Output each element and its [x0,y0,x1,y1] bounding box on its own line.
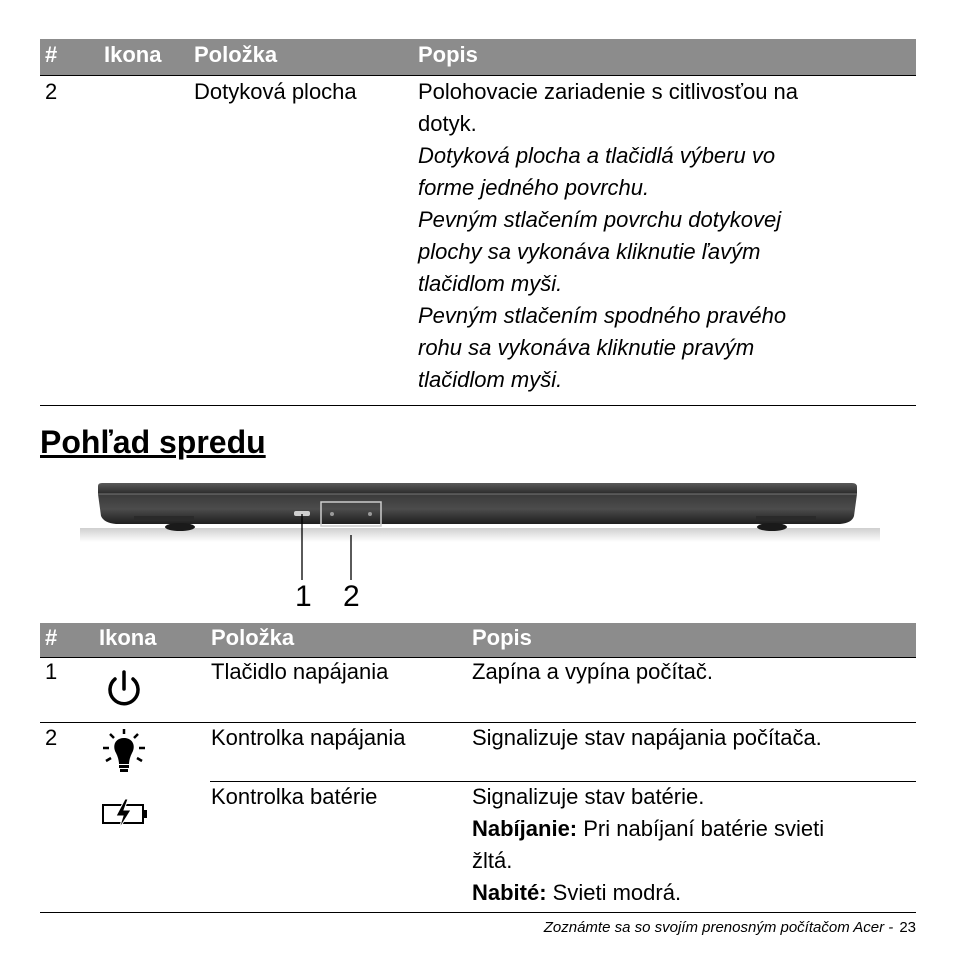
table1-col-icon: Ikona [104,42,162,67]
charging-label: Nabíjanie: [472,816,578,841]
desc-italic-line: Pevným stlačením povrchu dotykovej [418,207,782,232]
charging-text: Pri nabíjaní batérie svieti [577,816,825,841]
charging-line-2: žltá. [472,848,513,873]
table2-col-item: Položka [211,625,295,650]
table1-col-num: # [45,42,58,67]
table2-row2-item: Kontrolka napájania [211,725,406,750]
power-indicator-icon [102,728,146,778]
table1-col-desc: Popis [418,42,478,67]
table2-row2-desc: Signalizuje stav napájania počítača. [472,725,822,750]
power-icon [103,668,145,710]
desc-italic-line: Dotyková plocha a tlačidlá výberu vo [418,143,776,168]
desc-italic-line: tlačidlom myši. [418,271,563,296]
battery-charging-icon [101,797,149,831]
page-footer [544,918,916,938]
table1-bottom-rule [40,405,916,406]
table2-row2-num: 2 [45,725,58,750]
desc-italic-line: tlačidlom myši. [418,367,563,392]
desc-line: dotyk. [418,111,477,136]
table2-row1-num: 1 [45,659,58,684]
page-number: 23 [899,919,916,936]
table2-row1-item: Tlačidlo napájania [211,659,389,684]
callout-1: 1 [295,580,312,613]
table2-col-num: # [45,625,58,650]
charged-label: Nabité: [472,880,547,905]
desc-italic-line: forme jedného povrchu. [418,175,650,200]
desc-italic-line: Pevným stlačením spodného pravého [418,303,787,328]
charged-text: Svieti modrá. [546,880,682,905]
table1-row-desc [418,76,798,396]
table1-row-num: 2 [45,79,58,104]
laptop-front-view-image [80,478,880,618]
table2-bottom-rule [40,912,916,913]
table1-row-item: Dotyková plocha [194,79,357,104]
table2-row1-desc: Zapína a vypína počítač. [472,659,713,684]
desc-italic-line: plochy sa vykonáva kliknutie ľavým [418,239,761,264]
table2-row3-desc [472,781,824,909]
table2-row3-item: Kontrolka batérie [211,784,378,809]
table2-col-desc: Popis [472,625,532,650]
table2-col-icon: Ikona [99,625,157,650]
footer-text: Zoznámte sa so svojím prenosným počítačom Acer - [543,919,894,936]
callout-2: 2 [343,580,360,613]
battery-desc: Signalizuje stav batérie. [472,784,705,809]
charged-line [472,877,824,909]
desc-line: Polohovacie zariadenie s citlivosťou na [418,79,799,104]
charging-line [472,813,824,845]
desc-italic-line: rohu sa vykonáva kliknutie pravým [418,335,755,360]
table1-header [40,39,916,75]
table1-col-item: Položka [194,42,278,67]
section-title: Pohľad spredu [40,424,266,460]
